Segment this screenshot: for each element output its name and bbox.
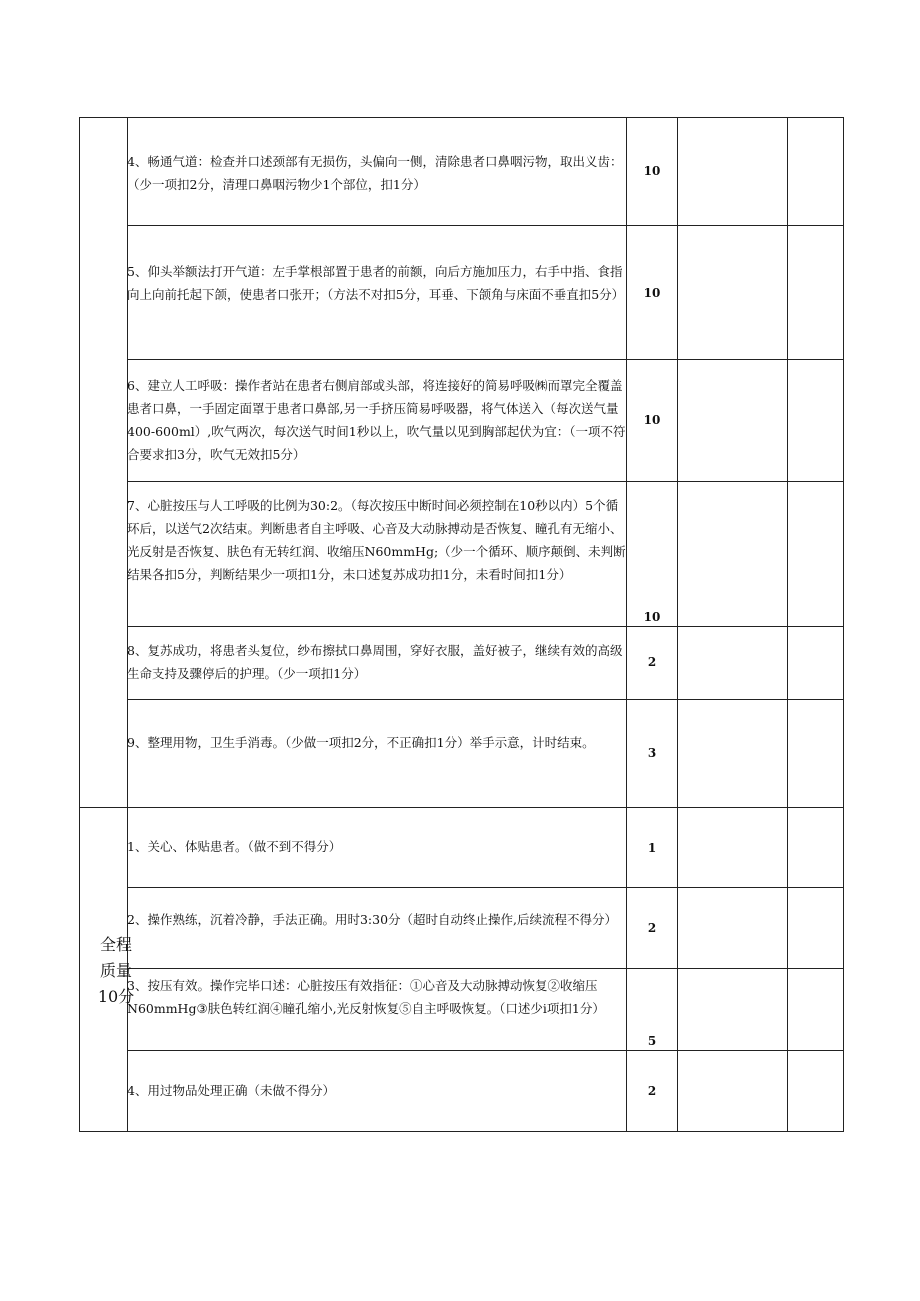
item-score: 10 (643, 286, 661, 300)
item-text: 4、用过物品处理正确（未做不得分） (127, 1083, 335, 1098)
item-text: 6、建立人工呼吸：操作者站在患者右侧肩部或头部，将连接好的简易呼吸㈱而罩完全覆盖患者口鼻，一手固定面罩于患者口鼻部,另一手挤压简易呼吸器，将气体送入（每次送气量400-600ml）,吹气两次，每次送气时间1秒以上，吹气量以见到胸部起伏为宜：（一项不符合要求扣3分，吹气无效扣5分） (127, 378, 626, 462)
row-divider (127, 1050, 844, 1051)
section-divider (79, 807, 844, 808)
item-score: 3 (647, 746, 657, 760)
table-border-right (843, 117, 844, 1132)
category-label (91, 932, 141, 1010)
category-line-3: 10分 (97, 987, 135, 1006)
item-text: 4、畅通气道：检查并口述颈部有无损伤，头偏向一侧，清除患者口鼻咽污物，取出义齿：（少一项扣2分，清理口鼻咽污物少1个部位，扣1分） (127, 154, 623, 192)
row-divider (127, 359, 844, 360)
item-score: 10 (643, 164, 661, 178)
row-divider (127, 699, 844, 700)
table-border-bottom (79, 1131, 844, 1132)
item-score: 10 (643, 413, 661, 427)
item-text: 8、复苏成功，将患者头复位，纱布擦拭口鼻周围，穿好衣服，盖好被子，继续有效的高级生命支持及骤停后的护理。（少一项扣1分） (127, 643, 623, 681)
item-score: 2 (647, 921, 657, 935)
col-divider-3 (677, 117, 678, 1132)
scoring-table (79, 117, 844, 1132)
category-line-2: 质量 (99, 961, 132, 980)
item-score: 2 (647, 1084, 657, 1098)
item-text: 1、关心、体贴患者。（做不到不得分） (127, 839, 342, 854)
item-text: 9、整理用物，卫生手消毒。（少做一项扣2分，不正确扣1分）举手示意，计时结束。 (127, 735, 595, 750)
row-divider (127, 225, 844, 226)
col-divider-4 (787, 117, 788, 1132)
item-text: 3、按压有效。操作完毕口述：心脏按压有效指征：①心音及大动脉搏动恢复②收缩压N60mmHg③肤色转红润④瞳孔缩小,光反射恢复⑤自主呼吸恢复。（口述少i项扣1分） (127, 978, 605, 1016)
row-divider (127, 481, 844, 482)
table-border-left (79, 117, 80, 1132)
item-score: 2 (647, 655, 657, 669)
row-divider (127, 968, 844, 969)
item-text: 7、心脏按压与人工呼吸的比例为30:2。（每次按压中断时间必须控制在10秒以内）5个循环后，以送气2次结束。判断患者自主呼吸、心音及大动脉搏动是否恢复、瞳孔有无缩小、光反射是否恢复、肤色有无转红润、收缩压N60mmHg;（少一个循环、顺序颠倒、未判断结果各扣5分，判断结果少一项扣1分，未口述复苏成功扣1分，未看时间扣1分） (127, 498, 626, 582)
category-line-1: 全程 (99, 935, 132, 954)
row-divider (127, 626, 844, 627)
item-text: 5、仰头举额法打开气道：左手掌根部置于患者的前额，向后方施加压力，右手中指、食指向上向前托起下颌，使患者口张开；（方法不对扣5分，耳垂、下颌角与床面不垂直扣5分） (127, 264, 625, 302)
row-divider (127, 887, 844, 888)
item-score: 5 (647, 1034, 657, 1048)
item-score: 10 (643, 610, 661, 624)
item-text: 2、操作熟练，沉着冷静，手法正确。用时3:30分（超时自动终止操作,后续流程不得分） (127, 912, 617, 927)
table-border-top (79, 117, 844, 118)
item-score: 1 (647, 841, 657, 855)
